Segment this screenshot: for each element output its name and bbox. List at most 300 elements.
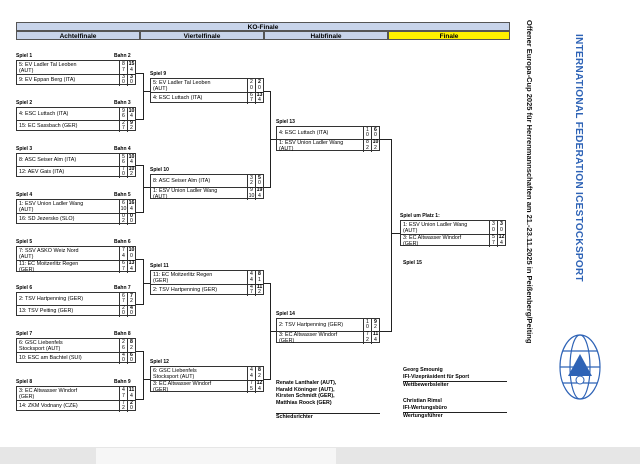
referee-name: Renate Lanthaler (AUT), — [276, 380, 337, 386]
team-name-line: 3: EC Altwasser Windorf — [403, 234, 462, 241]
team-name-line: 8: ASC Seiser Alm (ITA) — [153, 178, 211, 184]
team-name — [17, 340, 121, 352]
connector-line — [143, 165, 144, 213]
score-value: 7 — [122, 265, 125, 272]
score-value: 10 — [248, 192, 255, 199]
score-value: 4 — [258, 97, 261, 103]
score-value: 6 — [250, 91, 253, 98]
score-cell — [119, 61, 127, 74]
match-box — [400, 220, 506, 246]
score-value: 4 — [250, 367, 253, 373]
connector-line — [136, 304, 143, 305]
connector-line — [136, 119, 143, 120]
team-name-line: 15: EC Sassbach (GER) — [19, 123, 78, 129]
team-name — [151, 80, 249, 92]
score-cell — [247, 271, 255, 284]
score-value: 10 — [372, 139, 379, 145]
match-label: Spiel 1 — [16, 53, 33, 59]
score-value: 2 — [366, 336, 369, 343]
team-name-line: 1: ESV Union Ladler Wang — [279, 139, 344, 146]
team-name-line: (AUT) — [19, 253, 34, 260]
team-name-line: (GER) — [153, 386, 169, 393]
score-value: 2 — [130, 125, 133, 131]
score-cell — [119, 120, 127, 132]
score-value: 4 — [130, 265, 133, 272]
team-name-line: (AUT) — [153, 193, 168, 200]
score-value: 0 — [130, 357, 133, 363]
score-cell — [119, 247, 127, 260]
connector-line — [380, 139, 391, 140]
score-value: 2 — [258, 372, 261, 379]
team-name-line: Stocksport (AUT) — [19, 345, 61, 352]
team-name — [151, 368, 249, 380]
team-name — [17, 403, 121, 409]
team-name-line: (GER) — [153, 277, 169, 284]
team-name — [17, 123, 121, 129]
team-name-line: 6: GSC Liebenfels — [153, 367, 197, 374]
score-value: 0 — [122, 357, 125, 363]
connector-line — [270, 331, 276, 332]
match-label: Spiel 7 — [16, 331, 33, 337]
score-value: 8 — [122, 61, 125, 67]
score-value: 2 — [122, 405, 125, 411]
score-value: 9 — [130, 119, 133, 126]
vice-president-name: Georg Smounig — [403, 367, 443, 373]
team-separator — [17, 74, 135, 75]
score-value: 15 — [128, 61, 135, 67]
score-cell — [127, 120, 135, 132]
score-value: 7 — [122, 165, 125, 172]
team-name-line: 1: ESV Union Ladler Wang — [153, 187, 218, 194]
match-label: Spiel um Platz 1: — [400, 213, 440, 219]
score-value: 4 — [130, 113, 133, 119]
score-value: 4 — [122, 351, 125, 358]
match-label: Spiel 8 — [16, 379, 33, 385]
team-name-line: 4: ESC Luttach (ITA) — [19, 111, 69, 117]
score-value: 3 — [250, 174, 253, 181]
score-value: 2 — [258, 79, 261, 85]
score-value: 16 — [128, 200, 135, 206]
score-cell — [247, 79, 255, 92]
vice-president-title: IFI-Vizepräsident für Sport — [403, 373, 470, 380]
team-name-line: (AUT) — [19, 67, 34, 74]
score-value: 7 — [250, 289, 253, 295]
score-value: 10 — [128, 153, 135, 160]
connector-line — [143, 351, 144, 400]
referee-name: Kirsten Schmidt (GER), — [276, 393, 335, 399]
federation-name: INTERNATIONAL FEDERATION ICESTOCKSPORT — [573, 34, 584, 282]
team-name-line: 4: ESC Luttach (ITA) — [279, 130, 329, 136]
federation-logo — [558, 332, 602, 402]
score-value: 1 — [366, 318, 369, 325]
score-value: 7 — [122, 392, 125, 399]
score-cell — [127, 352, 135, 364]
score-cell — [119, 352, 127, 364]
team-name — [17, 201, 121, 213]
match-label: Spiel 12 — [150, 359, 169, 365]
team-name — [151, 287, 249, 293]
score-cell — [119, 74, 127, 86]
score-value: 0 — [258, 180, 261, 186]
score-cell — [497, 221, 505, 234]
match-box — [16, 199, 136, 224]
match-label: Spiel 2 — [16, 100, 33, 106]
score-value: 4 — [250, 283, 253, 290]
score-cell — [363, 127, 371, 139]
score-value: 8 — [258, 271, 261, 277]
team-name-line: 5: EV Ladler Tal Leoben — [153, 79, 211, 86]
match-box — [16, 107, 136, 131]
score-cell — [119, 293, 127, 305]
court-label: Bahn 7 — [114, 285, 131, 291]
score-cell — [489, 221, 497, 234]
score-cell — [127, 213, 135, 225]
score-value: 0 — [122, 79, 125, 85]
score-cell — [119, 166, 127, 178]
team-name-line: 2: TSV Hartpenning (GER) — [279, 322, 344, 328]
match-box — [16, 60, 136, 85]
team-name-line: 7: SSV ASKÖ Weiz Nord — [19, 247, 79, 254]
team-name — [151, 95, 249, 101]
match-box — [276, 318, 380, 343]
score-cell — [127, 74, 135, 86]
score-value: 8 — [258, 367, 261, 373]
connector-line — [136, 351, 143, 352]
score-value: 19 — [256, 187, 263, 193]
team-name — [277, 332, 365, 344]
score-cell — [371, 331, 379, 344]
score-value: 2 — [130, 171, 133, 177]
score-value: 3 — [492, 221, 495, 227]
round-header-finale: Finale — [388, 31, 510, 40]
score-value: 13 — [256, 91, 263, 98]
score-cell — [255, 92, 263, 104]
team-name-line: 1: ESV Union Ladler Wang — [403, 221, 468, 228]
team-name — [17, 216, 121, 222]
team-name — [17, 248, 121, 260]
team-name-line: 2: TSV Hartpenning (GER) — [19, 296, 84, 302]
team-name — [17, 308, 121, 314]
score-value: 12 — [498, 234, 505, 240]
score-cell — [127, 400, 135, 412]
score-value: 5 — [250, 385, 253, 392]
score-value: 0 — [374, 132, 377, 138]
score-value: 6 — [130, 351, 133, 358]
score-value: 8 — [130, 339, 133, 345]
score-cell — [255, 380, 263, 393]
score-value: 2 — [122, 218, 125, 224]
score-value: 0 — [130, 212, 133, 219]
score-cell — [255, 79, 263, 92]
score-cell — [255, 284, 263, 296]
team-name-line: 4: ESC Luttach (ITA) — [153, 95, 203, 101]
team-name-line: 9: EV Eppan Berg (ITA) — [19, 77, 76, 83]
match-label: Spiel 13 — [276, 119, 295, 125]
score-value: 9 — [374, 318, 377, 325]
vice-president — [403, 367, 469, 380]
round-header-achtelfinale: Achtelfinale — [16, 31, 140, 40]
score-value: 12 — [256, 380, 263, 386]
connector-line — [136, 259, 143, 260]
team-name — [17, 157, 121, 163]
referee-name: Harald Köninger (AUT), — [276, 386, 335, 393]
vice-president-role: Wettbewerbsleiter — [403, 382, 449, 388]
team-name-line: 6: GSC Liebenfels — [19, 339, 63, 346]
score-value: 3 — [122, 73, 125, 80]
score-value: 7 — [130, 292, 133, 299]
score-value: 8 — [366, 139, 369, 145]
connector-line — [391, 233, 400, 234]
referee-name: Matthias Roock (GER) — [276, 399, 332, 406]
score-value: 1 — [366, 126, 369, 133]
score-value: 2 — [250, 79, 253, 85]
score-value: 6 — [122, 200, 125, 206]
connector-line — [143, 379, 150, 380]
score-value: 1 — [258, 276, 261, 283]
score-value: 5 — [258, 174, 261, 181]
team-separator — [17, 120, 135, 121]
score-value: 11 — [372, 331, 379, 337]
team-name — [401, 222, 491, 234]
score-value: 4 — [122, 387, 125, 393]
match-box — [150, 174, 264, 199]
court-label: Bahn 9 — [114, 379, 131, 385]
team-separator — [17, 400, 135, 401]
team-separator — [17, 352, 135, 353]
score-cell — [127, 387, 135, 400]
score-value: 7 — [122, 298, 125, 304]
score-value: 9 — [250, 187, 253, 193]
score-value: 0 — [130, 405, 133, 411]
score-value: 0 — [250, 84, 253, 91]
score-value: 5 — [122, 153, 125, 160]
final-game-label: Spiel 15 — [403, 260, 422, 266]
team-name-line: 2: TSV Hartpenning (GER) — [153, 287, 218, 293]
score-cell — [247, 380, 255, 393]
score-value: 2 — [366, 144, 369, 151]
score-cell — [119, 200, 127, 213]
match-box — [16, 246, 136, 272]
score-value: 0 — [130, 218, 133, 224]
team-name-line: 11: EC Moitzerlitz Regen — [153, 271, 213, 278]
score-value: 3 — [500, 221, 503, 227]
score-cell — [119, 260, 127, 273]
round-header-viertelfinale: Viertelfinale — [140, 31, 264, 40]
score-cell — [363, 139, 371, 152]
court-label: Bahn 2 — [114, 53, 131, 59]
score-value: 6 — [122, 113, 125, 119]
score-value: 11 — [256, 283, 263, 290]
match-box — [150, 366, 264, 392]
score-cell — [255, 367, 263, 380]
match-label: Spiel 11 — [150, 263, 169, 269]
score-cell — [127, 200, 135, 213]
score-value: 3 — [130, 73, 133, 80]
match-box — [276, 126, 380, 151]
connector-line — [391, 139, 392, 332]
match-label: Spiel 14 — [276, 311, 295, 317]
match-label: Spiel 5 — [16, 239, 33, 245]
score-value: 2 — [258, 289, 261, 295]
score-value: 0 — [122, 212, 125, 219]
score-value: 10 — [128, 247, 135, 253]
score-cell — [127, 154, 135, 166]
score-cell — [247, 367, 255, 380]
score-value: 7 — [492, 239, 495, 246]
score-cell — [119, 387, 127, 400]
score-value: 7 — [122, 247, 125, 253]
score-value: 6 — [122, 344, 125, 351]
score-cell — [371, 127, 379, 139]
team-name — [17, 355, 121, 361]
team-name-line: (GER) — [279, 337, 295, 344]
team-name — [151, 381, 249, 393]
team-name — [17, 77, 121, 83]
score-value: 4 — [258, 385, 261, 392]
score-value: 0 — [258, 84, 261, 91]
score-value: 13 — [128, 260, 135, 266]
team-name — [17, 388, 121, 400]
team-name-line: 14: ZKM Vodnany (CZE) — [19, 403, 78, 409]
team-name — [277, 140, 365, 152]
score-value: 7 — [122, 66, 125, 73]
team-name-line: 3: EC Altwasser Windorf — [19, 387, 78, 394]
score-value: 2 — [130, 399, 133, 406]
team-name-line: (GER) — [19, 266, 35, 273]
score-value: 0 — [366, 324, 369, 330]
score-cell — [255, 175, 263, 187]
team-name — [17, 62, 121, 74]
scoring-office-role: Wertungsführer — [403, 413, 443, 419]
score-value: 6 — [122, 159, 125, 165]
match-box — [16, 338, 136, 363]
team-name-line: 13: TSV Peiting (GER) — [19, 308, 74, 314]
score-value: 5 — [492, 234, 495, 240]
score-cell — [497, 234, 505, 247]
score-cell — [247, 284, 255, 296]
score-cell — [127, 293, 135, 305]
score-value: 6 — [374, 126, 377, 133]
team-name-line: 10: ESC am Bachtel (SUI) — [19, 355, 82, 361]
score-value: 10 — [128, 107, 135, 114]
scoring-office-name: Christian Rimsl — [403, 398, 442, 404]
connector-line — [143, 283, 150, 284]
team-name — [151, 188, 249, 200]
score-value: 4 — [500, 239, 503, 246]
team-name-line: (GER) — [403, 240, 419, 247]
team-name — [277, 322, 365, 328]
team-name-line: 12: AEV Gais (ITA) — [19, 169, 65, 175]
team-name-line: 5: EV Ladler Tal Leoben — [19, 61, 77, 68]
match-label: Spiel 6 — [16, 285, 33, 291]
score-value: 6 — [122, 292, 125, 299]
score-cell — [489, 234, 497, 247]
court-label: Bahn 3 — [114, 100, 131, 106]
score-cell — [371, 139, 379, 152]
connector-line — [270, 139, 276, 140]
team-separator — [17, 213, 135, 214]
score-value: 10 — [120, 205, 127, 212]
score-cell — [127, 108, 135, 120]
score-value: 4 — [130, 304, 133, 311]
team-name-line: Stocksport (AUT) — [153, 373, 195, 380]
team-name — [151, 178, 249, 184]
team-name — [17, 111, 121, 117]
score-value: 2 — [374, 324, 377, 330]
score-value: 0 — [130, 79, 133, 85]
score-cell — [119, 339, 127, 352]
score-cell — [127, 61, 135, 74]
score-cell — [119, 154, 127, 166]
score-value: 7 — [366, 331, 369, 337]
team-separator — [17, 305, 135, 306]
score-value: 10 — [128, 165, 135, 172]
score-value: 11 — [128, 387, 135, 393]
score-value: 6 — [122, 260, 125, 266]
team-name-line: (AUT) — [19, 206, 34, 213]
court-label: Bahn 8 — [114, 331, 131, 337]
connector-line — [136, 165, 143, 166]
score-value: 0 — [500, 226, 503, 233]
score-value: 7 — [250, 380, 253, 386]
score-value: 0 — [130, 310, 133, 316]
score-cell — [247, 175, 255, 187]
court-label: Bahn 5 — [114, 192, 131, 198]
team-name-line: 11: EC Moitzerlitz Regen — [19, 260, 79, 267]
team-name-line: 1: ESV Union Ladler Wang — [19, 200, 84, 207]
score-value: 7 — [250, 97, 253, 103]
connector-line — [143, 187, 150, 188]
team-name — [277, 130, 365, 136]
match-label: Spiel 3 — [16, 146, 33, 152]
team-name — [17, 261, 121, 273]
score-value: 4 — [130, 205, 133, 212]
event-title: Offener Europa-Cup 2025 für Herrenmannschaften am 21.-23.11.2025 in Peißenberg/Peiting — [525, 20, 534, 344]
score-value: 4 — [250, 276, 253, 283]
match-box — [16, 292, 136, 316]
score-value: 0 — [492, 226, 495, 233]
score-value: 2 — [122, 119, 125, 126]
team-name-line: 3: EC Altwasser Windorf — [279, 331, 338, 338]
score-cell — [119, 213, 127, 225]
connector-line — [136, 399, 143, 400]
connector-line — [143, 91, 150, 92]
match-label: Spiel 10 — [150, 167, 169, 173]
connector-line — [380, 331, 391, 332]
team-name-line: 3: EC Altwasser Windorf — [153, 380, 212, 387]
team-name-line: (AUT) — [153, 85, 168, 92]
score-value: 4 — [130, 66, 133, 73]
score-value: 4 — [250, 271, 253, 277]
score-value: 4 — [374, 336, 377, 343]
scoring-office-title: IFI-Wertungsbüro — [403, 404, 448, 411]
match-box — [16, 386, 136, 411]
team-name — [151, 272, 249, 284]
match-box — [150, 270, 264, 295]
score-value: 7 — [122, 125, 125, 131]
team-name-line: (AUT) — [279, 145, 294, 152]
connector-line — [143, 73, 144, 121]
scoring-office — [403, 398, 447, 411]
score-value: 0 — [130, 252, 133, 259]
score-cell — [371, 319, 379, 331]
team-name-line: 16: SD Jezersko (SLO) — [19, 216, 75, 222]
score-cell — [363, 319, 371, 331]
score-value: 2 — [122, 304, 125, 311]
score-cell — [247, 92, 255, 104]
score-cell — [255, 271, 263, 284]
score-value: 0 — [122, 171, 125, 177]
